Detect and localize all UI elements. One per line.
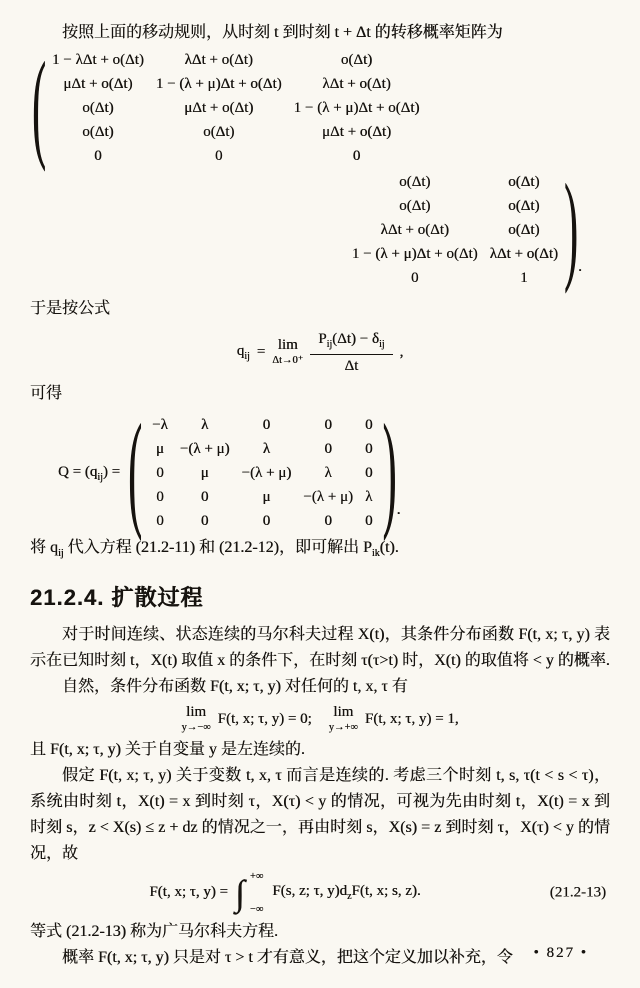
limit-operator: lim Δt→0⁺ <box>272 337 304 367</box>
matrix-cell: o(Δt) <box>82 123 114 140</box>
result-lead: 可得 <box>30 385 63 403</box>
matrix-cell: λ <box>324 464 332 481</box>
diffusion-paragraph-2: 自然，条件分布函数 F(t, x; τ, y) 对任何的 t, x, τ 有 <box>62 678 408 696</box>
matrix-cell: o(Δt) <box>508 197 540 214</box>
matrix-cell: −(λ + μ) <box>241 464 292 481</box>
limit-equations <box>30 705 610 734</box>
matrix-row <box>46 120 425 144</box>
qij-lhs-sub: ij <box>244 351 250 363</box>
transition-matrix-left-block <box>32 41 610 175</box>
limit-subscript: Δt→0⁺ <box>272 355 304 367</box>
matrix-cell: 1 − (λ + μ)Δt + o(Δt) <box>155 75 282 92</box>
matrix-cell: 0 <box>352 147 361 164</box>
qij-formula <box>30 330 610 375</box>
equation-number-tag: (21.2-13) <box>549 884 606 901</box>
matrix-row <box>346 194 564 218</box>
matrix-cell: 0 <box>324 512 332 529</box>
matrix-row <box>146 413 378 437</box>
transition-matrix-right-block <box>30 163 582 297</box>
qij-equals: = <box>256 344 266 361</box>
limit-operator-pos-inf: lim y→+∞ <box>328 704 358 734</box>
matrix-cell: 0 <box>200 512 209 529</box>
matrix-cell: μ <box>262 488 271 505</box>
transition-matrix-right-rows <box>346 170 564 290</box>
matrix-cell: μ <box>155 440 164 457</box>
matrix-row <box>146 485 378 509</box>
q-matrix-rows <box>146 413 378 533</box>
section-heading: 21.2.4. 扩散过程 <box>30 585 204 611</box>
matrix-row <box>346 266 564 290</box>
matrix-row <box>46 96 425 120</box>
limit-operator-neg-inf: lim y→−∞ <box>181 704 211 734</box>
matrix-cell: o(Δt) <box>203 123 235 140</box>
matrix-cell: −λ <box>152 416 168 433</box>
matrix-cell: λΔt + o(Δt) <box>322 75 391 92</box>
matrix-cell: o(Δt) <box>340 51 373 68</box>
transition-matrix-right-table <box>346 170 564 290</box>
qij-lhs: $q_{ij}$ <box>236 343 250 363</box>
diffusion-paragraph-5: 等式 (21.2-13) 称为广马尔科夫方程. <box>30 922 278 940</box>
matrix-trailing-period: . <box>578 258 582 275</box>
matrix-cell: 0 <box>410 269 419 286</box>
q-left-paren-glyph: ( <box>128 401 143 545</box>
matrix-row <box>146 509 378 533</box>
integral-bounds: +∞ −∞ <box>249 870 264 915</box>
matrix-cell: o(Δt) <box>399 197 431 214</box>
page-number: • 827 • <box>533 945 588 961</box>
matrix-cell: λΔt + o(Δt) <box>184 51 253 68</box>
matrix-cell: μΔt + o(Δt) <box>321 123 392 140</box>
equation-21-2-13-body <box>30 870 540 915</box>
matrix-cell: λΔt + o(Δt) <box>380 221 449 238</box>
limit-expr-2: F(t, x; τ, y) = 1, <box>364 711 459 728</box>
qij-fraction <box>310 330 392 375</box>
matrix-cell: 0 <box>365 464 373 481</box>
qij-trailing-comma: , <box>399 344 404 361</box>
formula-lead: 于是按公式 <box>30 300 111 317</box>
matrix-cell: −(λ + μ) <box>303 488 354 505</box>
matrix-cell: λ <box>365 488 373 505</box>
diffusion-paragraph-4: 假定 F(t, x; τ, y) 关于变数 t, x, τ 而言是连续的. 考虑三个时刻 t, s, τ(t < s < τ)，系统由时刻 t，X(t) = x 到时刻 τ，X(τ) < y 的情况，可视为先由时刻 t，X(t) = x 到时刻 s，z < X(s) ≤ z + dz 的情况之一，再由时刻 s，X(s) = z 到时刻 τ，X(τ) < y 的情况，故 <box>30 766 610 862</box>
q-matrix-block <box>58 401 610 545</box>
transition-matrix-left-table <box>46 48 425 168</box>
matrix-cell: 0 <box>200 488 209 505</box>
matrix-cell: 1 − λΔt + o(Δt) <box>52 51 144 68</box>
matrix-cell: 0 <box>365 440 373 457</box>
matrix-row <box>346 170 564 194</box>
q-right-paren-glyph: ) <box>382 401 397 545</box>
matrix-cell: 0 <box>156 512 164 529</box>
matrix-cell: 1 − (λ + μ)Δt + o(Δt) <box>293 99 420 116</box>
matrix-cell: 0 <box>262 512 271 529</box>
matrix-cell: o(Δt) <box>399 173 431 190</box>
matrix-cell: o(Δt) <box>508 173 540 190</box>
eq-lhs: F(t, x; τ, y) = <box>149 884 228 901</box>
matrix-cell: μΔt + o(Δt) <box>184 99 254 116</box>
matrix-cell: −(λ + μ) <box>179 440 230 457</box>
matrix-row <box>346 242 564 266</box>
matrix-cell: 0 <box>262 416 271 433</box>
q-matrix-trailing-period: . <box>396 501 401 519</box>
diffusion-paragraph-6: 概率 F(t, x; τ, y) 只是对 τ > t 才有意义，把这个定义加以补充，令 <box>62 948 513 966</box>
matrix-cell: λΔt + o(Δt) <box>489 245 558 262</box>
matrix-cell: o(Δt) <box>82 99 114 116</box>
matrix-cell: μΔt + o(Δt) <box>63 75 133 92</box>
matrix-row <box>146 437 378 461</box>
diffusion-paragraph-1: 对于时间连续、状态连续的马尔科夫过程 X(t)，其条件分布函数 F(t, x; τ, y) 表示在已知时刻 t，X(t) 取值 x 的条件下，在时刻 τ(τ>t) 时，X(t) 的取值将 < y 的概率. <box>30 626 610 670</box>
matrix-cell: 0 <box>94 147 102 164</box>
matrix-cell: 0 <box>214 147 223 164</box>
q-matrix-lhs: $Q = (q_{ij})$ = <box>58 463 121 483</box>
matrix-cell: 1 − (λ + μ)Δt + o(Δt) <box>351 245 478 262</box>
matrix-cell: 0 <box>365 416 373 433</box>
after-q-paragraph: 将 $q_{ij}$ 代入方程 (21.2-11) 和 (21.2-12)，即可解出 $P_{ik}(t)$. <box>30 539 399 560</box>
matrix-cell: 0 <box>324 416 332 433</box>
matrix-row <box>346 218 564 242</box>
transition-matrix-left-rows <box>46 48 425 168</box>
matrix-row <box>46 144 425 168</box>
matrix-cell: 1 <box>520 269 528 286</box>
matrix-row <box>46 72 425 96</box>
fraction-denominator: Δt <box>344 357 359 374</box>
matrix-cell: 0 <box>156 464 164 481</box>
limit-expr-1: F(t, x; τ, y) = 0; <box>217 711 312 728</box>
matrix-row <box>146 461 378 485</box>
matrix-cell: λ <box>262 440 271 457</box>
matrix-cell: 0 <box>156 488 164 505</box>
matrix-cell: λ <box>201 416 209 433</box>
diffusion-paragraph-3: 且 F(t, x; τ, y) 关于自变量 y 是左连续的. <box>30 740 305 758</box>
eq-integrand: F(s, z; τ, $y)d_zF(t$, x; s, z). <box>272 883 421 903</box>
q-matrix-table <box>146 413 378 533</box>
intro-paragraph: 按照上面的移动规则，从时刻 t 到时刻 t + Δt 的转移概率矩阵为 <box>62 24 503 41</box>
equation-21-2-13 <box>30 870 610 915</box>
matrix-cell: 0 <box>324 440 332 457</box>
left-paren-glyph: ( <box>32 41 46 175</box>
matrix-cell: 0 <box>365 512 373 529</box>
integral-sign: ∫ <box>234 872 245 913</box>
matrix-cell: o(Δt) <box>508 221 540 238</box>
matrix-row <box>46 48 425 72</box>
matrix-cell: μ <box>200 464 209 481</box>
fraction-numerator: $P_{ij}(\Delta t) - \delta_{ij}$ <box>310 330 392 355</box>
right-paren-glyph: ) <box>564 163 578 297</box>
